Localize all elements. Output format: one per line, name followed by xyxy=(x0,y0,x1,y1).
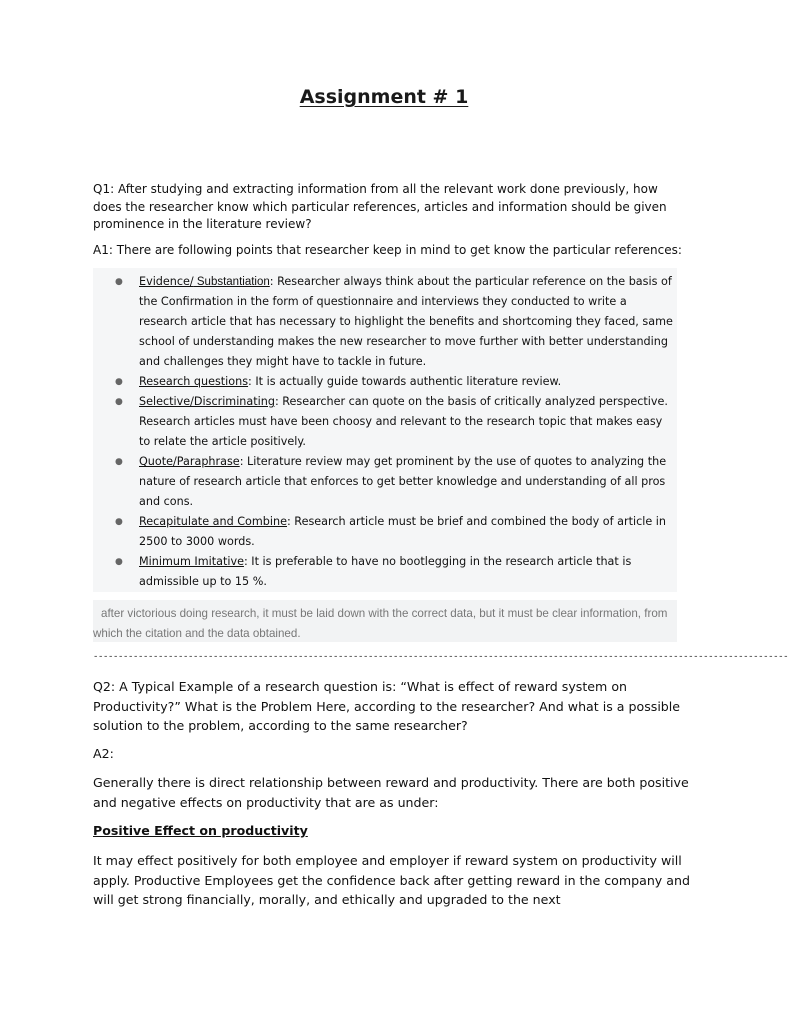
list-item-text: : Researcher always think about the particular reference on the basis of the Confirmation in the form of questionnaire and interviews they conducted to write a research article that has necessary to highlight the benefits and shortcoming they faced, same school of understanding makes the new researcher to move further with better understanding and challenges they might have to tackle in future. xyxy=(139,275,673,368)
positive-effect-paragraph: It may effect positively for both employee and employer if reward system on productivity will apply. Productive Employees get the confidence back after getting reward in the company and will get strong financially, morally, and ethically and upgraded to the next xyxy=(93,853,690,908)
question-2: Q2: A Typical Example of a research question is: “What is effect of reward system on Productivity?” What is the Problem Here, according to the researcher? And what is a possible solution to the problem, according to the same researcher? xyxy=(93,679,681,734)
page-title xyxy=(0,86,768,108)
answer-2-paragraph: Generally there is direct relationship between reward and productivity. There are both positive and negative effects on productivity that are as under: xyxy=(93,775,689,810)
list-item-term: Quote/Paraphrase xyxy=(139,455,240,468)
list-item xyxy=(112,372,677,392)
title-text: Assignment # 1 xyxy=(299,86,469,108)
list-item-text: : Researcher can quote on the basis of critically analyzed perspective. Research articles must have been choosy and relevant to the research topic that makes easy to relate the article positively. xyxy=(139,395,668,448)
list-item xyxy=(112,552,677,592)
reference-criteria-list xyxy=(112,272,677,592)
list-item xyxy=(112,452,677,512)
answer-1-intro: A1: There are following points that researcher keep in mind to get know the particular references: xyxy=(93,243,682,257)
citation-note: after victorious doing research, it must be laid down with the correct data, but it must be clear information, from which the citation and the data obtained. xyxy=(93,607,668,640)
list-item-text: : Research article must be brief and combined the body of article in 2500 to 3000 words. xyxy=(139,515,666,548)
positive-effect-heading: Positive Effect on productivity xyxy=(93,823,308,838)
bullet-icon: ● xyxy=(115,557,123,567)
answer-2-label: A2: xyxy=(93,746,114,761)
list-item-term: Research questions xyxy=(139,375,249,388)
question-1: Q1: After studying and extracting information from all the relevant work done previously, how does the researcher know which particular references, articles and information should be given prominence in the literature review? xyxy=(93,182,667,232)
list-item xyxy=(112,512,677,552)
list-item xyxy=(112,272,677,372)
list-item-term: Evidence/ Substantiation xyxy=(139,275,270,288)
bullet-icon: ● xyxy=(115,277,123,287)
bullet-icon: ● xyxy=(115,457,123,467)
list-item-term: Recapitulate and Combine xyxy=(139,515,287,528)
bullet-icon: ● xyxy=(115,517,123,527)
list-item-text: : Literature review may get prominent by the use of quotes to analyzing the nature of research article that enforces to get better knowledge and understanding of all pros and cons. xyxy=(139,455,667,508)
bullet-icon: ● xyxy=(115,397,123,407)
section-separator: ------------------------------------------------------------------------------------------------------------------------------------------- xyxy=(93,652,788,662)
list-item xyxy=(112,392,677,452)
list-item-term: Selective/Discriminating xyxy=(139,395,275,408)
list-item-text: : It is preferable to have no bootlegging in the research article that is admissible up to 15 %. xyxy=(139,555,632,588)
bullet-icon: ● xyxy=(115,377,123,387)
list-item-term: Minimum Imitative xyxy=(139,555,244,568)
list-item-text: : It is actually guide towards authentic literature review. xyxy=(248,375,562,388)
